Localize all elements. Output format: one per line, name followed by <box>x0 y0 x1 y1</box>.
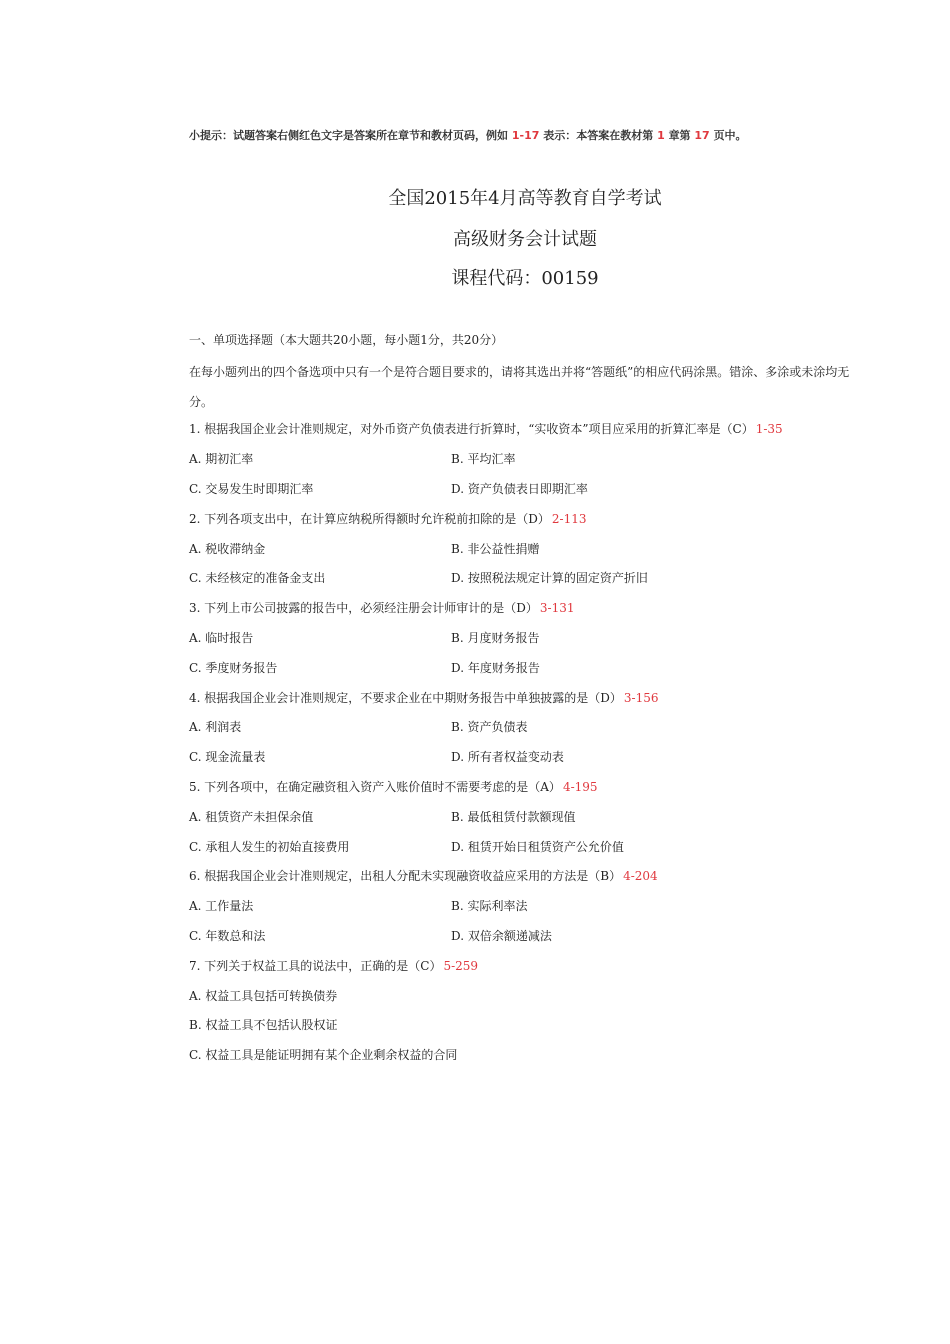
option-c: C. 季度财务报告 <box>189 660 278 675</box>
option-b: B. 最低租赁付款额现值 <box>451 809 576 824</box>
section-heading: 一、单项选择题（本大题共20小题，每小题1分，共20分） <box>189 333 504 347</box>
question-stem: 1. 根据我国企业会计准则规定，对外币资产负债表进行折算时，“实收资本”项目应采用的折算汇率是（C） <box>189 422 754 437</box>
question-3 <box>189 596 869 685</box>
option-c: C. 现金流量表 <box>189 750 266 765</box>
option-d: D. 所有者权益变动表 <box>451 750 564 765</box>
option-d: D. 双倍余额递减法 <box>451 928 552 943</box>
tip-middle: 表示：本答案在教材第 <box>543 129 654 142</box>
option-d: D. 租赁开始日租赁资产公允价值 <box>451 839 624 854</box>
answer-ref: 3-131 <box>539 601 575 616</box>
answer-ref: 4-195 <box>562 779 598 794</box>
course-code: 课程代码：00159 <box>451 268 599 289</box>
option-b: B. 实际利率法 <box>451 899 528 914</box>
question-6 <box>189 864 869 953</box>
option-a: A. 期初汇率 <box>189 452 254 467</box>
question-7 <box>189 954 869 1073</box>
answer-ref: 5-259 <box>443 958 479 973</box>
option-a: A. 临时报告 <box>189 630 254 645</box>
answer-ref: 3-156 <box>623 690 659 705</box>
option-c: C. 未经核定的准备金支出 <box>189 571 326 586</box>
option-b: B. 月度财务报告 <box>451 630 540 645</box>
question-1 <box>189 417 869 506</box>
exam-body <box>189 328 869 1073</box>
option-c: C. 交易发生时即期汇率 <box>189 481 314 496</box>
option-b: B. 平均汇率 <box>451 452 516 467</box>
question-stem: 6. 根据我国企业会计准则规定，出租人分配未实现融资收益应采用的方法是（B） <box>189 869 622 884</box>
question-stem: 7. 下列关于权益工具的说法中，正确的是（C） <box>189 958 442 973</box>
question-4 <box>189 686 869 775</box>
question-stem: 4. 根据我国企业会计准则规定，不要求企业在中期财务报告中单独披露的是（D） <box>189 690 622 705</box>
option-a: A. 租赁资产未担保余值 <box>189 809 314 824</box>
option-a: A. 税收滞纳金 <box>189 541 266 556</box>
answer-ref: 1-35 <box>755 422 783 437</box>
tip-suffix: 页中。 <box>713 129 747 142</box>
option-d: D. 按照税法规定计算的固定资产折旧 <box>451 571 648 586</box>
tip-chapter: 1 <box>657 129 665 142</box>
option-d: D. 年度财务报告 <box>451 660 540 675</box>
option-b: B. 权益工具不包括认股权证 <box>189 1018 338 1033</box>
question-stem: 2. 下列各项支出中，在计算应纳税所得额时允许税前扣除的是（D） <box>189 511 550 526</box>
option-c: C. 年数总和法 <box>189 928 266 943</box>
answer-ref: 2-113 <box>551 511 587 526</box>
section-instructions: 在每小题列出的四个备选项中只有一个是符合题目要求的，请将其选出并将“答题纸”的相应代码涂黑。错涂、多涂或未涂均无分。 <box>189 364 850 409</box>
exam-subtitle: 高级财务会计试题 <box>453 229 597 250</box>
option-b: B. 非公益性捐赠 <box>451 541 540 556</box>
option-c: C. 承租人发生的初始直接费用 <box>189 839 350 854</box>
answer-ref: 4-204 <box>623 869 658 884</box>
option-a: A. 权益工具包括可转换债券 <box>189 988 338 1003</box>
exam-title: 全国2015年4月高等教育自学考试 <box>388 188 662 209</box>
option-c: C. 权益工具是能证明拥有某个企业剩余权益的合同 <box>189 1048 458 1063</box>
option-d: D. 资产负债表日即期汇率 <box>451 481 588 496</box>
question-stem: 3. 下列上市公司披露的报告中，必须经注册会计师审计的是（D） <box>189 601 538 616</box>
question-stem: 5. 下列各项中，在确定融资租入资产入账价值时不需要考虑的是（A） <box>189 779 561 794</box>
tip-example: 1-17 <box>511 129 540 142</box>
tip-prefix: 小提示：试题答案右侧红色文字是答案所在章节和教材页码，例如 <box>189 129 508 142</box>
tip-chapter-suffix: 章第 <box>668 129 691 142</box>
tip-line <box>189 127 889 143</box>
option-a: A. 工作量法 <box>189 899 254 914</box>
tip-page: 17 <box>694 129 710 142</box>
option-a: A. 利润表 <box>189 720 242 735</box>
question-2 <box>189 507 869 596</box>
question-5 <box>189 775 869 864</box>
option-b: B. 资产负债表 <box>451 720 528 735</box>
